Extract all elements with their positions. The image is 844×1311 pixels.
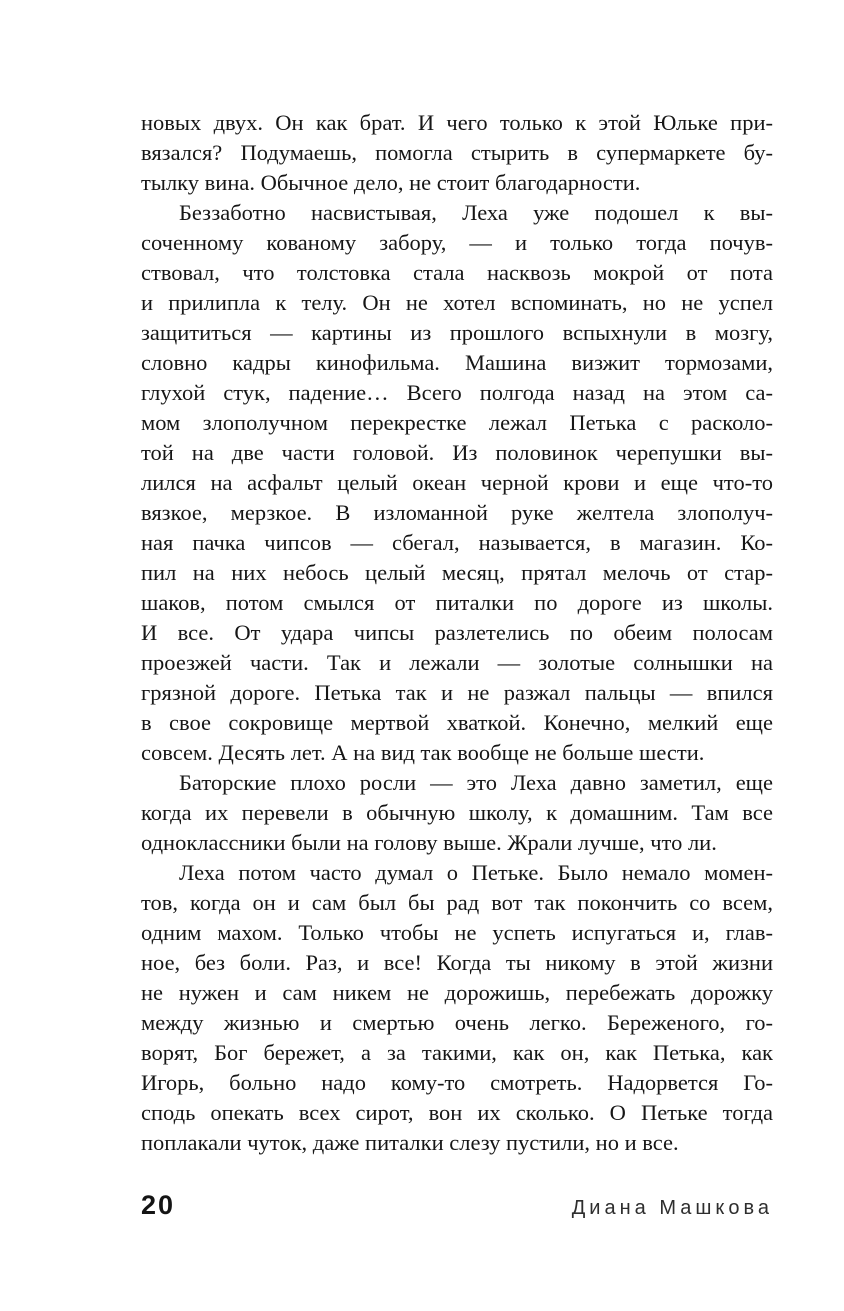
text-line: Леха потом часто думал о Петьке. Было немало момен- [179, 860, 773, 885]
text-line: грязной дороге. Петька так и не разжал пальцы — впился [141, 680, 773, 705]
text-line: тов, когда он и сам был бы рад вот так покончить со всем, [141, 890, 773, 915]
text-line: пил на них небось целый месяц, прятал мелочь от стар- [141, 560, 773, 585]
text-line: тылку вина. Обычное дело, не стоит благодарности. [141, 170, 641, 195]
body-text [141, 108, 773, 1158]
text-line: вязался? Подумаешь, помогла стырить в супермаркете бу- [141, 140, 773, 165]
text-line: И все. От удара чипсы разлетелись по обеим полосам [141, 620, 773, 645]
text-line: и прилипла к телу. Он не хотел вспоминать, но не успел [141, 290, 773, 315]
text-line: соченному кованому забору, — и только тогда почув- [141, 230, 773, 255]
text-line: защититься — картины из прошлого вспыхнули в мозгу, [141, 320, 773, 345]
text-line: сподь опекать всех сирот, вон их сколько. О Петьке тогда [141, 1100, 773, 1125]
page-number: 20 [141, 1190, 176, 1220]
text-line: глухой стук, падение… Всего полгода назад на этом са- [141, 380, 773, 405]
text-line: Игорь, больно надо кому-то смотреть. Надорвется Го- [141, 1070, 773, 1095]
text-line: мом злополучном перекрестке лежал Петька с расколо- [141, 410, 773, 435]
text-line: той на две части головой. Из половинок черепушки вы- [141, 440, 773, 465]
text-line: новых двух. Он как брат. И чего только к этой Юльке при- [141, 110, 773, 135]
text-line: лился на асфальт целый океан черной крови и еще что-то [141, 470, 773, 495]
text-line: совсем. Десять лет. А на вид так вообще не больше шести. [141, 740, 705, 765]
text-line: между жизнью и смертью очень легко. Береженого, го- [141, 1010, 773, 1035]
text-line: ворят, Бог бережет, а за такими, как он, как Петька, как [141, 1040, 773, 1065]
text-line: ное, без боли. Раз, и все! Когда ты никому в этой жизни [141, 950, 773, 975]
text-line: проезжей части. Так и лежали — золотые солнышки на [141, 650, 773, 675]
author-name: Диана Машкова [571, 1197, 773, 1219]
text-line: Баторские плохо росли — это Леха давно заметил, еще [179, 770, 773, 795]
text-line: ствовал, что толстовка стала насквозь мокрой от пота [141, 260, 773, 285]
text-line: шаков, потом смылся от питалки по дороге из школы. [141, 590, 773, 615]
text-line: словно кадры кинофильма. Машина визжит тормозами, [141, 350, 773, 375]
text-line: поплакали чуток, даже питалки слезу пустили, но и все. [141, 1130, 679, 1155]
text-line: одним махом. Только чтобы не успеть испугаться и, глав- [141, 920, 773, 945]
text-line: в свое сокровище мертвой хваткой. Конечно, мелкий еще [141, 710, 773, 735]
text-line: когда их перевели в обычную школу, к домашним. Там все [141, 800, 773, 825]
page-footer [141, 1190, 773, 1221]
text-line: не нужен и сам никем не дорожишь, перебежать дорожку [141, 980, 773, 1005]
text-line: Беззаботно насвистывая, Леха уже подошел к вы- [179, 200, 773, 225]
text-line: вязкое, мерзкое. В изломанной руке желтела злополуч- [141, 500, 773, 525]
text-line: одноклассники были на голову выше. Жрали лучше, что ли. [141, 830, 717, 855]
text-line: ная пачка чипсов — сбегал, называется, в магазин. Ко- [141, 530, 773, 555]
